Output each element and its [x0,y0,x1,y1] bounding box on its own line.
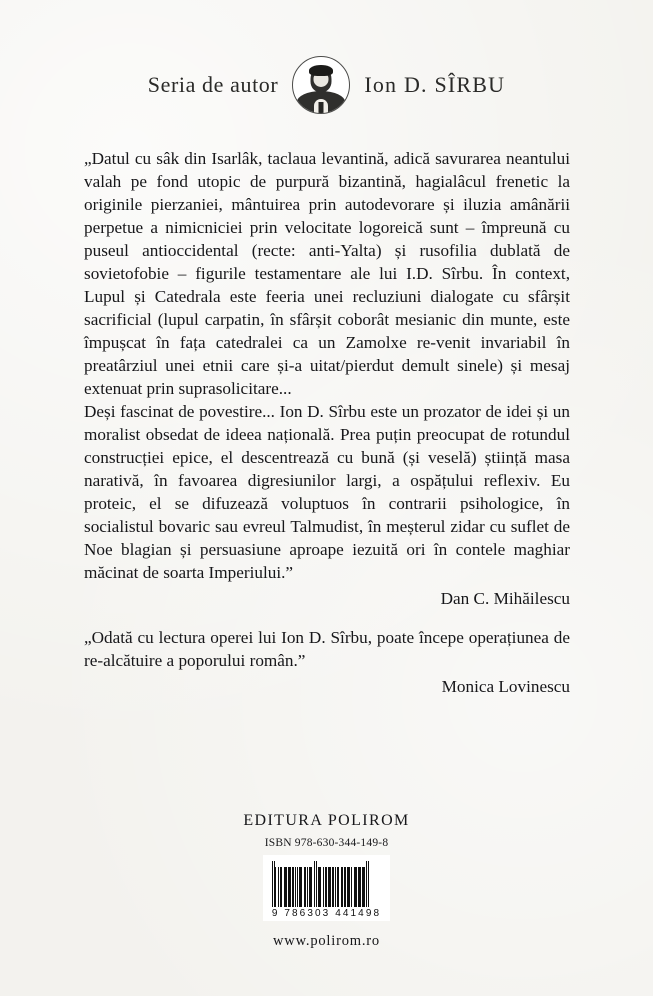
blurb-attribution: Dan C. Mihăilescu [440,589,570,609]
publisher-website: www.polirom.ro [273,933,380,949]
portrait-tie [319,102,324,113]
cover-footer [0,812,653,950]
blurb-paragraph: Deși fascinat de povestire... Ion D. Sîrbu este un prozator de idei și un moralist obsedat de ideea națională. Prea puțin preocupat de rotundul construcției epice, el descentrează cu bună (și veselă) știință masa narativă, în favoarea digresiunilor largi, a ospățului reflexiv. Eu proteic, el se difuzează voluptuos în contrarii psihologice, în socialistul bovaric sau evreul Talmudist, în meșterul zidar cu suflet de Noe blagian și persuasiune aproape iezuită ori în contele maghiar măcinat de soarta Imperiului.” [84,402,570,583]
publisher-name: EDITURA POLIROM [243,812,410,829]
blurb-attribution: Monica Lovinescu [441,677,570,697]
series-label: Seria de autor [147,72,279,97]
blurb-section [84,148,570,698]
series-band [0,56,653,114]
barcode [263,855,390,921]
blurb-paragraph: „Odată cu lectura operei lui Ion D. Sîrbu, poate începe operațiunea de re-alcătuire a poporului român.” [84,628,570,671]
barcode-bars [272,861,381,907]
blurb-paragraph: „Datul cu sâk din Isarlâk, taclaua levantină, adică savurarea neantului valah pe fond utopic de purpură bizantină, hagialâcul frenetic la originile pierzaniei, mântuirea prin autodevorare și iluzia amânării perpetue a nimicniciei prin velocitate logoreică sunt – împreună cu puseul antioccidental (recte: anti-Yalta) și rusofilia dublată de sovietofobie – figurile testamentare ale lui I.D. Sîrbu. În context, Lupul și Catedrala este feeria unei recluziuni dialogate cu sfârșit sacrificial (lupul carpatin, în sfârșit coborât mesianic din munte, este împușcat în fața catedralei ca un Zamolxe re-venit invariabil în preatârziul unei etnii care și-a uitat/pierdut demult sinele) și mesaj extenuat prin suprasolicitare... [84,149,570,398]
isbn-text: ISBN 978-630-344-149-8 [264,837,389,849]
author-name: Ion D. SÎRBU [364,72,506,97]
portrait-hair [309,65,333,76]
author-portrait-icon [292,56,350,114]
barcode-digits: 9 786303 441498 [271,908,382,919]
